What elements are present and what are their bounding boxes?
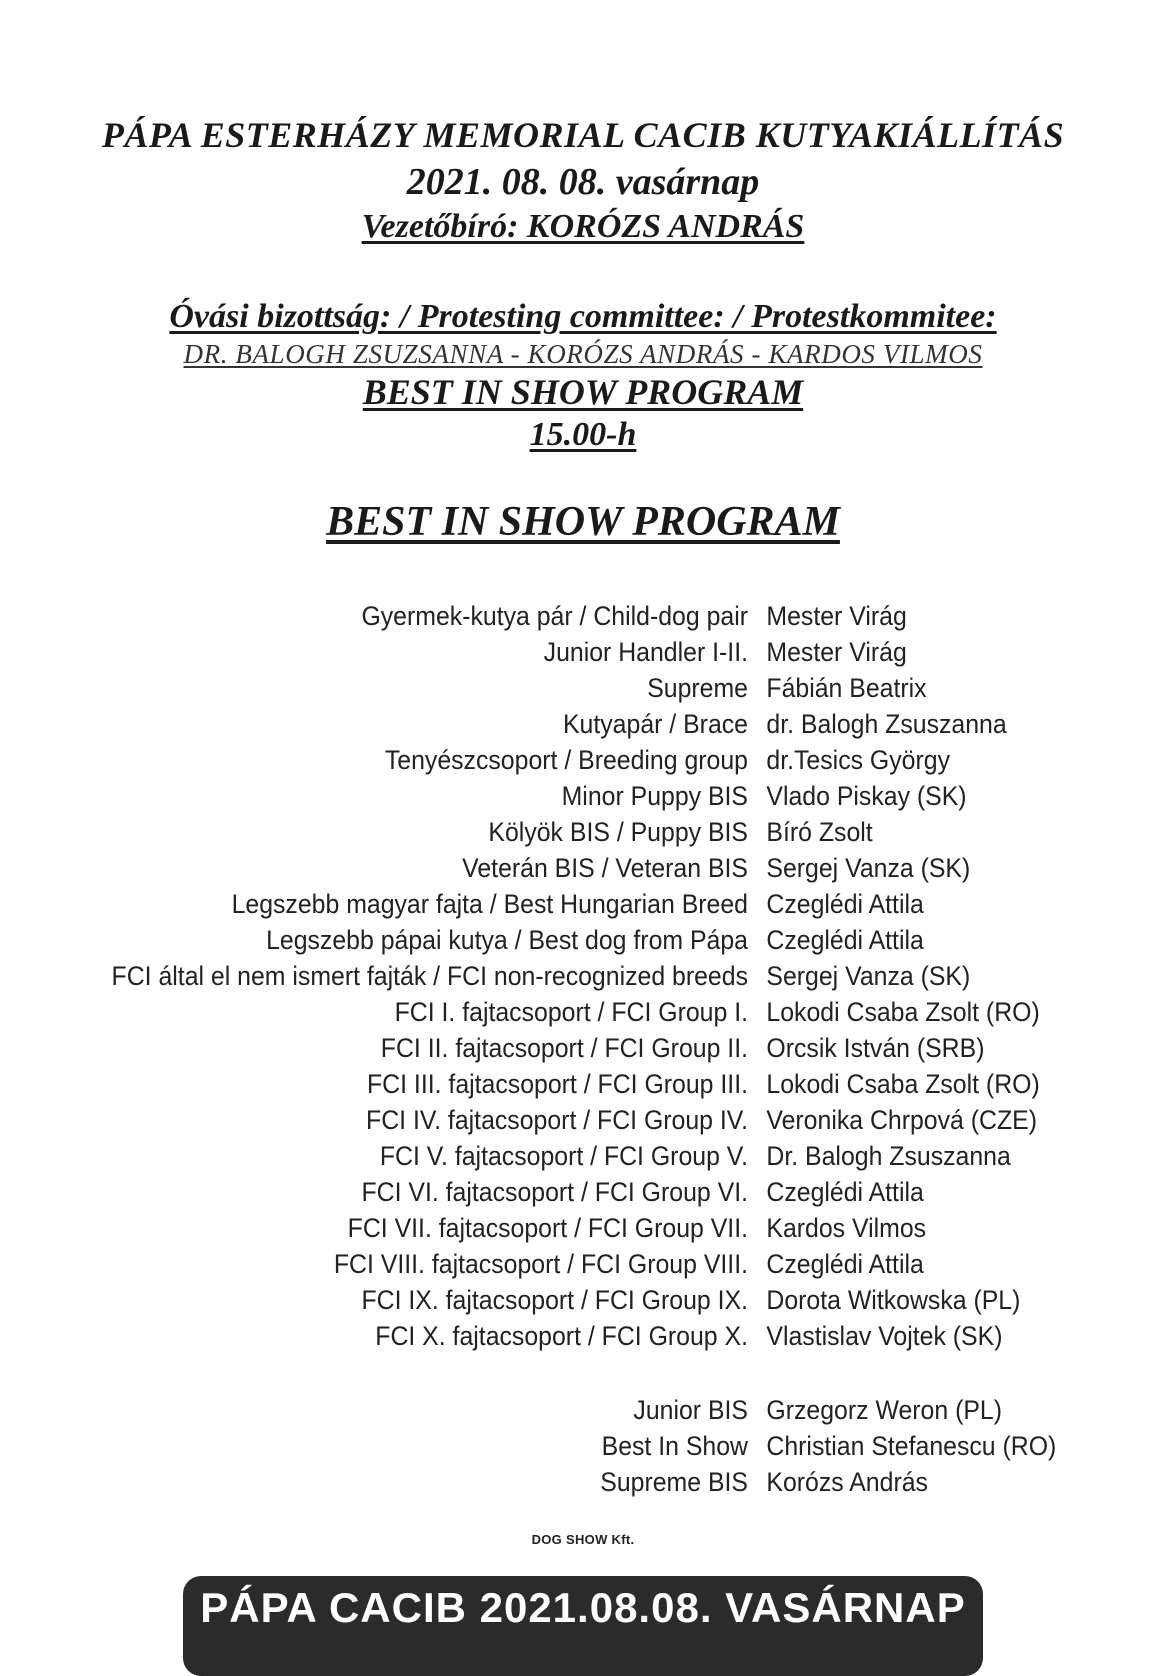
program-category: Junior BIS xyxy=(633,1395,748,1425)
program-category: Veterán BIS / Veteran BIS xyxy=(462,853,748,883)
program-row xyxy=(60,742,1133,778)
program-category: FCI VIII. fajtacsoport / FCI Group VIII. xyxy=(333,1249,748,1279)
program-judge: Christian Stefanescu (RO) xyxy=(766,1431,1057,1461)
program-label: BEST IN SHOW PROGRAM xyxy=(362,372,804,412)
start-time: 15.00-h xyxy=(529,416,637,453)
program-judge: Czeglédi Attila xyxy=(766,889,924,919)
program-row xyxy=(60,1392,1133,1428)
program-category: Kutyapár / Brace xyxy=(562,709,748,739)
program-row xyxy=(60,598,1133,634)
program-row xyxy=(60,670,1133,706)
program-row xyxy=(60,886,1133,922)
program-row xyxy=(60,1210,1133,1246)
program-row xyxy=(60,1066,1133,1102)
program-category: Supreme BIS xyxy=(600,1467,748,1497)
program-category: Legszebb magyar fajta / Best Hungarian Breed xyxy=(231,889,748,919)
program-category: FCI IV. fajtacsoport / FCI Group IV. xyxy=(366,1105,748,1135)
program-category: FCI által el nem ismert fajták / FCI non-recognized breeds xyxy=(111,961,748,991)
program-judge: Lokodi Csaba Zsolt (RO) xyxy=(766,997,1040,1027)
show-date: 2021. 08. 08. vasárnap xyxy=(406,161,760,203)
program-row xyxy=(60,850,1133,886)
program-category: Junior Handler I-II. xyxy=(543,637,748,667)
program-category: FCI VII. fajtacsoport / FCI Group VII. xyxy=(347,1213,748,1243)
head-judge: Vezetőbíró: KORÓZS ANDRÁS xyxy=(361,208,805,245)
program-judge: Dr. Balogh Zsuszanna xyxy=(766,1141,1011,1171)
show-title: PÁPA ESTERHÁZY MEMORIAL CACIB KUTYAKIÁLLÍTÁS xyxy=(101,115,1065,155)
program-judge: Dorota Witkowska (PL) xyxy=(766,1285,1021,1315)
program-row xyxy=(60,1464,1133,1500)
program-category: FCI V. fajtacsoport / FCI Group V. xyxy=(379,1141,748,1171)
program-category: FCI IX. fajtacsoport / FCI Group IX. xyxy=(361,1285,748,1315)
program-list xyxy=(60,598,1133,1354)
program-judge: Veronika Chrpová (CZE) xyxy=(766,1105,1037,1135)
document-header xyxy=(0,112,1166,248)
program-row xyxy=(60,706,1133,742)
program-category: Best In Show xyxy=(601,1431,748,1461)
program-judge: Lokodi Csaba Zsolt (RO) xyxy=(766,1069,1040,1099)
program-category: FCI I. fajtacsoport / FCI Group I. xyxy=(394,997,748,1027)
program-row xyxy=(60,994,1133,1030)
protest-committee-section xyxy=(0,296,1166,456)
committee-members: DR. BALOGH ZSUZSANNA - KORÓZS ANDRÁS - KARDOS VILMOS xyxy=(183,339,983,369)
program-judge: Bíró Zsolt xyxy=(766,817,873,847)
program-judge: Czeglédi Attila xyxy=(766,1177,924,1207)
program-judge: Grzegorz Weron (PL) xyxy=(766,1395,1002,1425)
program-row xyxy=(60,922,1133,958)
program-row xyxy=(60,958,1133,994)
program-judge: Mester Virág xyxy=(766,601,907,631)
program-category: Legszebb pápai kutya / Best dog from Pápa xyxy=(266,925,748,955)
program-judge: dr.Tesics György xyxy=(766,745,950,775)
program-judge: dr. Balogh Zsuszanna xyxy=(766,709,1007,739)
program-row xyxy=(60,1428,1133,1464)
program-row xyxy=(60,1102,1133,1138)
program-judge: Mester Virág xyxy=(766,637,907,667)
program-judge: Vlado Piskay (SK) xyxy=(766,781,967,811)
company-name: DOG SHOW Kft. xyxy=(531,1532,635,1547)
program-row xyxy=(60,1318,1133,1354)
program-category: Gyermek-kutya pár / Child-dog pair xyxy=(361,601,748,631)
program-judge: Kardos Vilmos xyxy=(766,1213,927,1243)
program-judge: Fábián Beatrix xyxy=(766,673,927,703)
program-judge: Sergej Vanza (SK) xyxy=(766,853,971,883)
program-row xyxy=(60,814,1133,850)
program-row xyxy=(60,1246,1133,1282)
footer-banner: PÁPA CACIB 2021.08.08. VASÁRNAP xyxy=(183,1576,983,1676)
program-row xyxy=(60,1282,1133,1318)
program-category: Minor Puppy BIS xyxy=(561,781,748,811)
program-judge: Sergej Vanza (SK) xyxy=(766,961,971,991)
program-row xyxy=(60,778,1133,814)
program-judge: Czeglédi Attila xyxy=(766,1249,924,1279)
program-category: Supreme xyxy=(647,673,748,703)
program-category: Kölyök BIS / Puppy BIS xyxy=(488,817,748,847)
program-judge: Orcsik István (SRB) xyxy=(766,1033,985,1063)
program-category: FCI VI. fajtacsoport / FCI Group VI. xyxy=(361,1177,748,1207)
program-judge: Vlastislav Vojtek (SK) xyxy=(766,1321,1003,1351)
program-judge: Korózs András xyxy=(766,1467,928,1497)
program-category: FCI II. fajtacsoport / FCI Group II. xyxy=(380,1033,748,1063)
program-category: Tenyészcsoport / Breeding group xyxy=(384,745,748,775)
program-category: FCI III. fajtacsoport / FCI Group III. xyxy=(367,1069,748,1099)
program-row xyxy=(60,1030,1133,1066)
program-title: BEST IN SHOW PROGRAM xyxy=(326,499,840,545)
committee-title: Óvási bizottság: / Protesting committee: / Protestkommitee: xyxy=(169,298,997,335)
program-category: FCI X. fajtacsoport / FCI Group X. xyxy=(375,1321,748,1351)
finals-list xyxy=(60,1392,1133,1500)
program-row xyxy=(60,1138,1133,1174)
program-judge: Czeglédi Attila xyxy=(766,925,924,955)
program-row xyxy=(60,1174,1133,1210)
program-row xyxy=(60,634,1133,670)
